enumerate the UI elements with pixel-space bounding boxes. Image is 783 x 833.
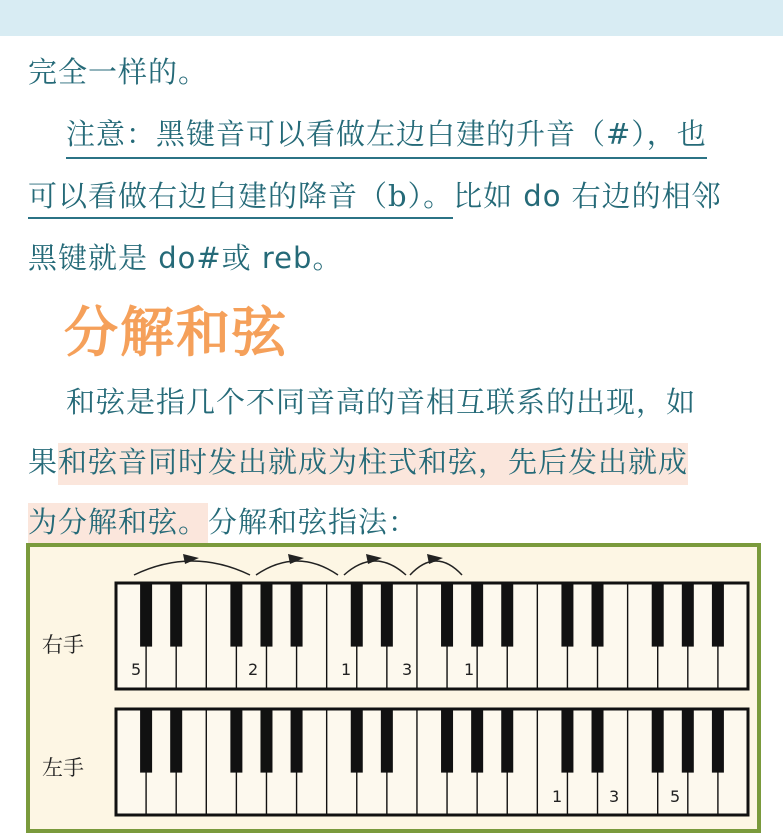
fingering-arc	[410, 561, 462, 575]
arc-arrow-icon	[288, 554, 304, 564]
left-hand-keyboard-black-key	[260, 709, 272, 773]
left-hand-keyboard-black-key	[291, 709, 303, 773]
right-hand-keyboard-black-key	[381, 583, 393, 647]
fingering-arc	[134, 561, 250, 575]
text-span: 果	[28, 445, 59, 479]
right-hand-keyboard-black-key	[230, 583, 242, 647]
right-hand-finger-number: 5	[131, 660, 142, 679]
right-hand-keyboard-black-key	[682, 583, 694, 647]
text-span: 比如	[453, 179, 524, 213]
right-hand-keyboard-black-key	[561, 583, 573, 647]
arc-arrow-icon	[427, 554, 443, 564]
left-hand-keyboard-black-key	[441, 709, 453, 773]
chord-line-1: 和弦是指几个不同音高的音相互联系的出现，如	[66, 385, 697, 419]
text-line: 完全一样的。	[28, 55, 209, 89]
right-hand-keyboard-black-key	[441, 583, 453, 647]
note-line-3	[28, 236, 342, 277]
text-span-re-flat: reb	[261, 241, 313, 275]
section-title: 分解和弦	[64, 301, 288, 364]
left-hand-finger-number: 5	[670, 787, 681, 806]
right-hand-keyboard-black-key	[652, 583, 664, 647]
right-hand-label: 右手	[42, 633, 84, 657]
left-hand-keyboard-black-key	[682, 709, 694, 773]
arc-arrow-icon	[183, 554, 199, 564]
left-hand-keyboard-black-key	[592, 709, 604, 773]
left-hand-label: 左手	[42, 756, 84, 780]
underlined-note-line-2: 可以看做右边白建的降音（b）。	[28, 179, 453, 219]
right-hand-finger-number: 1	[464, 660, 475, 679]
left-hand-keyboard-black-key	[501, 709, 513, 773]
left-hand-keyboard-black-key	[351, 709, 363, 773]
right-hand-keyboard-black-key	[351, 583, 363, 647]
right-hand-keyboard-black-key	[170, 583, 182, 647]
chord-line-3	[28, 500, 418, 541]
piano-keyboards	[30, 547, 757, 829]
fingering-figure	[26, 543, 761, 833]
text-span-do-sharp: do#	[158, 241, 222, 275]
right-hand-finger-number: 1	[341, 660, 352, 679]
right-hand-keyboard-black-key	[712, 583, 724, 647]
left-hand-keyboard-black-key	[712, 709, 724, 773]
right-hand-keyboard-black-key	[501, 583, 513, 647]
left-hand-keyboard-black-key	[652, 709, 664, 773]
right-hand-keyboard-black-key	[291, 583, 303, 647]
right-hand-keyboard-black-key	[592, 583, 604, 647]
text-span: 右边的相邻	[561, 179, 722, 213]
highlighted-text: 和弦音同时发出就成为柱式和弦，先后发出就成	[58, 443, 688, 485]
left-hand-finger-number: 1	[552, 787, 563, 806]
note-line-2	[28, 174, 722, 215]
left-hand-keyboard-black-key	[140, 709, 152, 773]
left-hand-keyboard-black-key	[170, 709, 182, 773]
left-hand-keyboard-black-key	[471, 709, 483, 773]
left-hand-keyboard-black-key	[381, 709, 393, 773]
text-span: 黑键就是	[28, 241, 159, 275]
right-hand-finger-number: 3	[402, 660, 413, 679]
chord-line-2	[28, 440, 688, 481]
text-span: 或	[221, 241, 262, 275]
left-hand-keyboard-black-key	[561, 709, 573, 773]
right-hand-keyboard-black-key	[140, 583, 152, 647]
text-span: 分解和弦指法：	[208, 505, 419, 539]
top-banner	[0, 0, 783, 36]
underlined-note-line-1: 注意：黑键音可以看做左边白建的升音（#），也	[66, 112, 707, 159]
left-hand-keyboard-black-key	[230, 709, 242, 773]
left-hand-finger-number: 3	[609, 787, 620, 806]
fingering-arc	[256, 561, 338, 575]
arc-arrow-icon	[366, 554, 382, 564]
right-hand-keyboard-black-key	[471, 583, 483, 647]
text-span: 。	[312, 241, 343, 275]
right-hand-keyboard-black-key	[260, 583, 272, 647]
right-hand-finger-number: 2	[248, 660, 259, 679]
highlighted-text: 为分解和弦。	[28, 503, 208, 545]
fingering-arc	[344, 561, 406, 575]
text-span-do: do	[523, 179, 562, 213]
